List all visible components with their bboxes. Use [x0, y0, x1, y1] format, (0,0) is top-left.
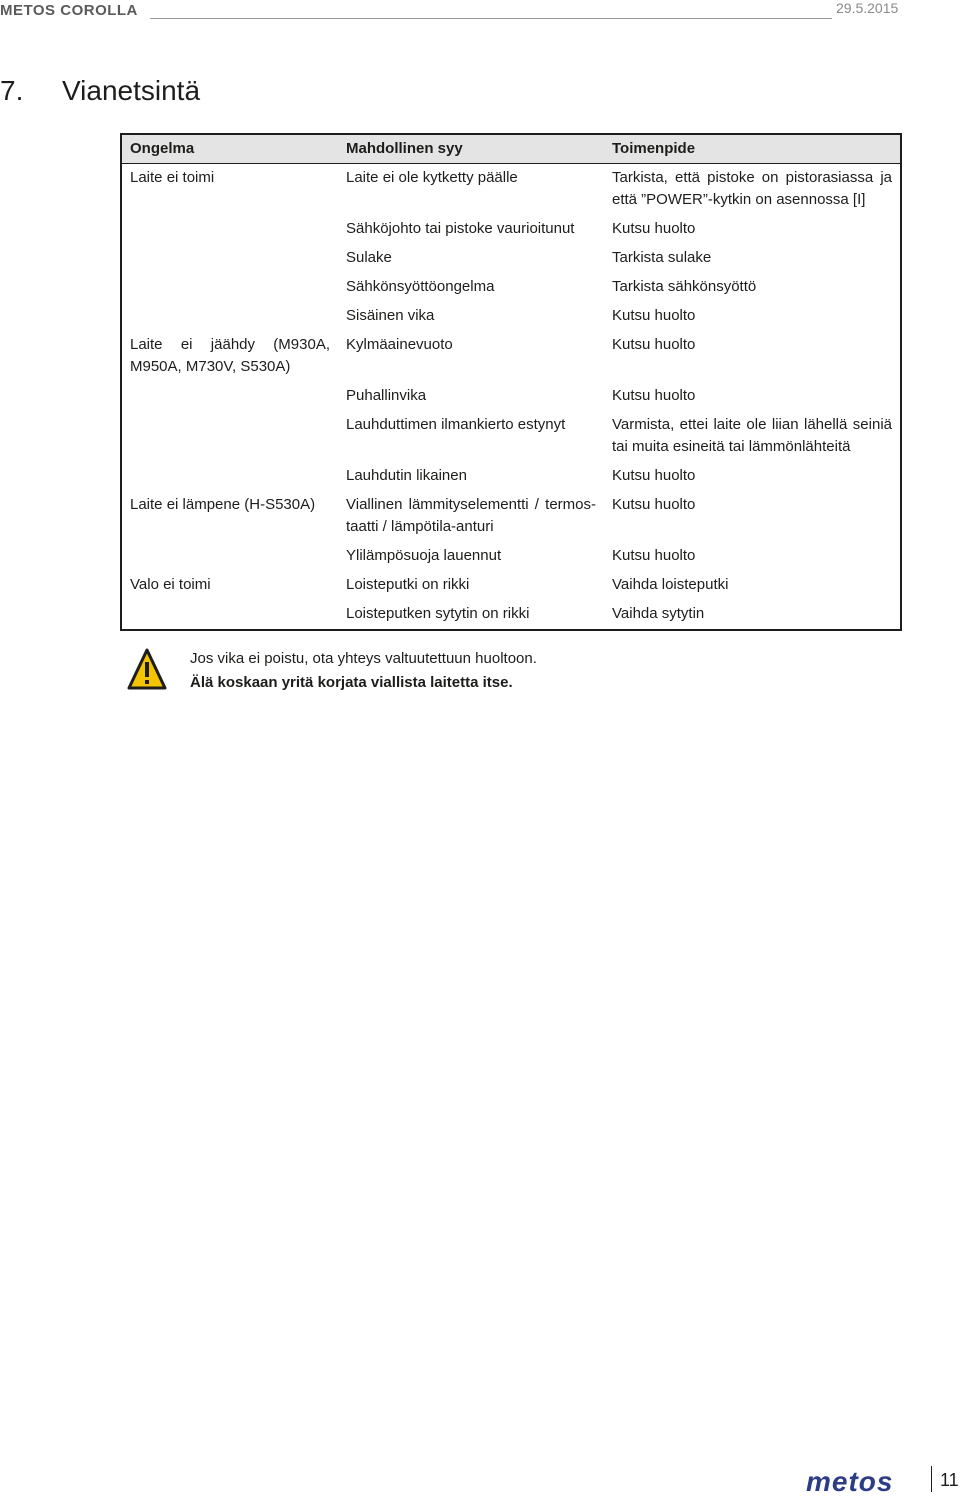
cause-cell: Sisäinen vika: [346, 307, 435, 324]
problem-cell: [121, 273, 338, 302]
column-header-action: Toimenpide: [604, 134, 901, 164]
warning-triangle-icon: [127, 648, 167, 692]
metos-logo: metos: [806, 1466, 894, 1497]
header-date: 29.5.2015: [836, 0, 899, 16]
problem-cell: [121, 244, 338, 273]
column-header-problem: Ongelma: [121, 134, 338, 164]
action-cell: Vaihda sytytin: [612, 605, 705, 622]
action-cell: Kutsu huolto: [612, 220, 696, 237]
table-header-row: [121, 134, 901, 164]
cause-cell: Sähkönsyöttöongelma: [346, 278, 495, 295]
action-cell: Kutsu huolto: [612, 467, 696, 484]
table-row: [121, 411, 901, 462]
action-cell: Tarkista sähkönsyöttö: [612, 278, 757, 295]
cause-cell: Viallinen lämmityselementti / termos-taatti / lämpötila-anturi: [346, 496, 596, 535]
problem-cell: Valo ei toimi: [130, 576, 211, 593]
section-number: 7.: [0, 75, 24, 106]
table-row: [121, 273, 901, 302]
page-number: 11: [940, 1470, 959, 1490]
problem-cell: [121, 411, 338, 462]
problem-cell: [121, 600, 338, 630]
table-row: [121, 600, 901, 630]
table-row: [121, 542, 901, 571]
table-row: [121, 244, 901, 273]
problem-cell: [121, 302, 338, 331]
problem-cell: [121, 215, 338, 244]
action-cell: Kutsu huolto: [612, 496, 696, 513]
section-title: [0, 75, 200, 107]
problem-cell: [121, 462, 338, 491]
cause-cell: Ylilämpösuoja lauennut: [346, 547, 502, 564]
action-cell: Varmista, ettei laite ole liian lähellä seiniä tai muita esineitä tai lämmönlähteitä: [612, 416, 892, 455]
action-cell: Tarkista sulake: [612, 249, 712, 266]
action-cell: Vaihda loisteputki: [612, 576, 729, 593]
table-row: [121, 215, 901, 244]
cause-cell: Puhallinvika: [346, 387, 427, 404]
cause-cell: Lauhdutin likainen: [346, 467, 467, 484]
cause-cell: Loisteputken sytytin on rikki: [346, 605, 530, 622]
warning-emphasis-text: Älä koskaan yritä korjata viallista laitetta itse.: [190, 674, 513, 691]
section-title-text: Vianetsintä: [62, 75, 201, 106]
action-cell: Kutsu huolto: [612, 307, 696, 324]
problem-cell: [121, 382, 338, 411]
cause-cell: Kylmäainevuoto: [346, 336, 453, 353]
column-header-cause: Mahdollinen syy: [338, 134, 604, 164]
action-cell: Kutsu huolto: [612, 547, 696, 564]
table-row: [121, 462, 901, 491]
header-brand: METOS COROLLA: [0, 2, 138, 19]
table-row: [121, 571, 901, 600]
table-row: [121, 491, 901, 542]
problem-cell: [121, 542, 338, 571]
table-row: [121, 164, 901, 216]
cause-cell: Loisteputki on rikki: [346, 576, 470, 593]
cause-cell: Laite ei ole kytketty päälle: [346, 169, 518, 186]
action-cell: Kutsu huolto: [612, 387, 696, 404]
table-row: [121, 331, 901, 382]
action-cell: Tarkista, että pistoke on pistorasiassa ja että ”POWER”-kytkin on asennossa [I]: [612, 169, 892, 208]
table-row: [121, 382, 901, 411]
header-rule: [150, 18, 832, 19]
problem-cell: Laite ei toimi: [130, 169, 215, 186]
troubleshooting-table: [120, 133, 902, 631]
cause-cell: Sulake: [346, 249, 392, 266]
problem-cell: Laite ei lämpene (H-S530A): [130, 496, 316, 513]
action-cell: Kutsu huolto: [612, 336, 696, 353]
cause-cell: Sähköjohto tai pistoke vaurioitunut: [346, 220, 575, 237]
footer-divider: [931, 1466, 932, 1492]
cause-cell: Lauhduttimen ilmankierto estynyt: [346, 416, 566, 433]
table-row: [121, 302, 901, 331]
warning-text: Jos vika ei poistu, ota yhteys valtuutettuun huoltoon.: [190, 650, 537, 667]
problem-cell: Laite ei jäähdy (M930A, M950A, M730V, S530A): [130, 336, 330, 375]
